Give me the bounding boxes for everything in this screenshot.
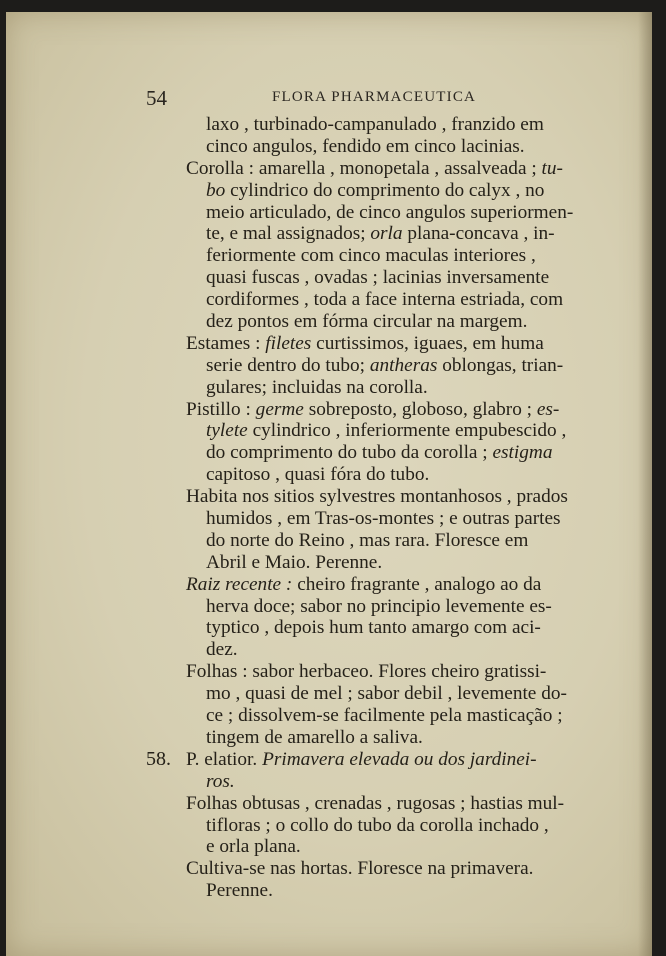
text-line: cinco angulos, fendido em cinco lacinias. <box>206 135 525 157</box>
main-text <box>146 114 601 902</box>
text-line: tingem de amarello a saliva. <box>206 726 423 748</box>
text-line: feriormente com cinco maculas interiores , <box>206 245 536 267</box>
text-line: Corolla : amarella , monopetala , assalveada ; tu- <box>186 157 563 179</box>
text-line: Habita nos sitios sylvestres montanhosos , prados <box>186 486 568 508</box>
text-line: tylete cylindrico , inferiormente empubescido , <box>206 420 567 442</box>
text-line: herva doce; sabor no principio levemente es- <box>206 595 552 617</box>
text-line: tifloras ; o collo do tubo da corolla inchado , <box>206 814 549 836</box>
page-fold-shadow <box>638 12 652 956</box>
text-line: Raiz recente : cheiro fragrante , analogo ao da <box>186 573 542 595</box>
text-line: Perenne. <box>206 880 273 902</box>
text-line: mo , quasi de mel ; sabor debil , levemente do- <box>206 683 567 705</box>
text-line: ce ; dissolvem-se facilmente pela masticação ; <box>206 705 563 727</box>
text-line: Folhas : sabor herbaceo. Flores cheiro gratissi- <box>186 661 547 683</box>
page-header <box>146 86 606 112</box>
text-line: dez pontos em fórma circular na margem. <box>206 311 528 333</box>
text-line: bo cylindrico do comprimento do calyx , no <box>206 179 545 201</box>
text-line: Abril e Maio. Perenne. <box>206 551 383 573</box>
text-line: typtico , depois hum tanto amargo com aci- <box>206 617 541 639</box>
text-line: gulares; incluidas na corolla. <box>206 376 428 398</box>
book-page <box>6 12 652 956</box>
text-line: Cultiva-se nas hortas. Floresce na primavera. <box>186 858 534 880</box>
text-line: ros. <box>206 770 235 792</box>
text-line: do comprimento do tubo da corolla ; estigma <box>206 442 553 464</box>
running-title: FLORA PHARMACEUTICA <box>272 89 477 105</box>
text-line: e orla plana. <box>206 836 301 858</box>
text-line: 58. P. elatior. Primavera elevada ou dos jardinei- <box>146 747 537 770</box>
text-line: capitoso , quasi fóra do tubo. <box>206 464 430 486</box>
text-line: do norte do Reino , mas rara. Floresce em <box>206 529 529 551</box>
text-line: serie dentro do tubo; antheras oblongas, trian- <box>206 354 564 376</box>
text-line: te, e mal assignados; orla plana-concava , in- <box>206 223 555 245</box>
page-number: 54 <box>146 86 167 110</box>
text-line: dez. <box>206 639 238 661</box>
text-line: Pistillo : germe sobreposto, globoso, glabro ; es- <box>186 398 560 420</box>
text-line: Estames : filetes curtissimos, iguaes, em huma <box>186 332 544 354</box>
text-line: Folhas obtusas , crenadas , rugosas ; hastias mul- <box>186 792 565 814</box>
entry-number: 58. <box>146 747 171 770</box>
text-line: humidos , em Tras-os-montes ; e outras partes <box>206 508 561 530</box>
text-line: meio articulado, de cinco angulos superiormen- <box>206 201 574 223</box>
text-line: quasi fuscas , ovadas ; lacinias inversamente <box>206 267 550 289</box>
text-line: cordiformes , toda a face interna estriada, com <box>206 289 564 311</box>
text-line: laxo , turbinado-campanulado , franzido em <box>206 114 544 135</box>
